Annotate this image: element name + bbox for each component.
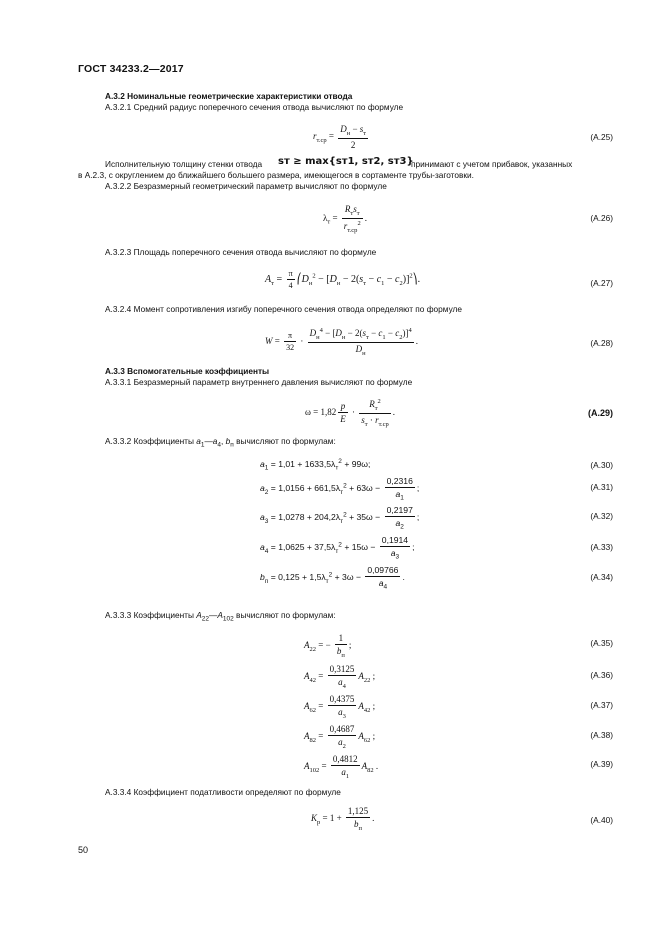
eq-number: (А.25)	[590, 132, 613, 142]
para-thickness-b: принимают с учетом прибавок, указанных	[411, 159, 573, 169]
section-title-a32: А.3.2 Номинальные геометрические характеристики отвода	[105, 91, 353, 101]
formula-a37: $A_{62}$ = $\frac{0,4375}{a_3}$ $A_{42}$ ;	[304, 694, 376, 720]
formula-a35: $A_{22}$ = − $\frac{1}{b_п}$ ;	[304, 633, 352, 659]
eq-number: (А.37)	[590, 700, 613, 710]
para-a332: А.3.3.2 Коэффициенты $a_1—a_4$, $b_п$ вычисляют по формулам:	[105, 436, 336, 449]
formula-a34: $b_п = 0,125 + 1,5\lambda_т^2 + 3\omega$ − $\frac{0,09766}{a_4}$ .	[260, 565, 405, 591]
eq-number: (А.32)	[590, 511, 613, 521]
formula-a28: W = $\frac{\pi}{32}$ · $\frac{D_н^4 - [D_н - 2(s_т - c_1 - c_2)]^4}{D_н}$ .	[265, 327, 418, 357]
eq-number: (А.39)	[590, 759, 613, 769]
formula-a30: $a_1 = 1,01 + 1633,5\lambda_т^2 + 99\omega$;	[260, 458, 371, 472]
eq-number: (А.35)	[590, 638, 613, 648]
page-number: 50	[78, 845, 89, 855]
eq-number: (А.38)	[590, 730, 613, 740]
formula-a29: ω = 1,82 $\frac{p}{E}$ · $\frac{R_т^2}{s_т \cdot r_{т.ср}}$ .	[305, 398, 395, 428]
formula-a26: $\lambda_т$ = $\frac{R_тs_т}{r_{т.ср}^2}$ .	[323, 204, 367, 234]
eq-number: (А.31)	[590, 482, 613, 492]
eq-number: (А.30)	[590, 460, 613, 470]
para-a322: А.3.2.2 Безразмерный геометрический параметр вычисляют по формуле	[105, 181, 387, 191]
para-a333: А.3.3.3 Коэффициенты $A_{22}—A_{102}$ вычисляют по формулам:	[105, 610, 336, 623]
formula-smax: sт ≥ max{sт1, sт2, sт3}	[278, 156, 414, 167]
para-thickness-a: Исполнительную толщину стенки отвода	[105, 159, 263, 169]
eq-number: (А.40)	[590, 815, 613, 825]
formula-a31: $a_2 = 1,0156 + 661,5\lambda_т^2 + 63\omega$ − $\frac{0,2316}{a_1}$ ;	[260, 476, 420, 502]
para-thickness-c: в А.2.3, с округлением до ближайшего большего размера, имеющегося в сортаменте трубы-заготовки.	[78, 170, 474, 180]
formula-a32: $a_3 = 1,0278 + 204,2\lambda_т^2 + 35\omega$ − $\frac{0,2197}{a_2}$ ;	[260, 505, 420, 531]
formula-a27: $A_т$ = $\frac{\pi}{4}$ $⎛D_н^2 - [D_н - 2(s_т - c_1$ − $c_2)]^2⎞$.	[265, 269, 421, 290]
section-title-a33: А.3.3 Вспомогательные коэффициенты	[105, 366, 270, 376]
eq-number: (А.33)	[590, 542, 613, 552]
para-a324: А.3.2.4 Момент сопротивления изгибу поперечного сечения отвода определяют по формуле	[105, 304, 462, 314]
formula-a36: $A_{42}$ = $\frac{0,3125}{a_4}$ $A_{22}$ ;	[304, 664, 376, 690]
formula-a38: $A_{82}$ = $\frac{0,4687}{a_2}$ $A_{62}$ ;	[304, 724, 376, 750]
eq-number: (А.36)	[590, 670, 613, 680]
formula-a25: $r_{т.ср}$ = $\frac{D_н - s_т}{2}$	[313, 124, 367, 150]
eq-number: (А.34)	[590, 572, 613, 582]
para-a331: А.3.3.1 Безразмерный параметр внутреннего давления вычисляют по формуле	[105, 377, 413, 387]
formula-a33: $a_4 = 1,0625 + 37,5\lambda_т^2 + 15\omega$ − $\frac{0,1914}{a_3}$ ;	[260, 535, 415, 561]
document-header: ГОСТ 34233.2—2017	[78, 63, 184, 75]
eq-number: (А.28)	[590, 338, 613, 348]
para-a323: А.3.2.3 Площадь поперечного сечения отвода вычисляют по формуле	[105, 247, 377, 257]
eq-number: (А.27)	[590, 278, 613, 288]
para-a334: А.3.3.4 Коэффициент податливости определяют по формуле	[105, 787, 341, 797]
eq-number: (А.26)	[590, 213, 613, 223]
formula-a40: $K_р = 1$ + $\frac{1,125}{b_п}$ .	[311, 806, 375, 832]
formula-a39: $A_{102}$ = $\frac{0,4812}{a_1}$ $A_{82}$ .	[304, 754, 379, 780]
para-a321: А.3.2.1 Средний радиус поперечного сечения отвода вычисляют по формуле	[105, 102, 404, 112]
eq-number: (А.29)	[587, 408, 613, 418]
